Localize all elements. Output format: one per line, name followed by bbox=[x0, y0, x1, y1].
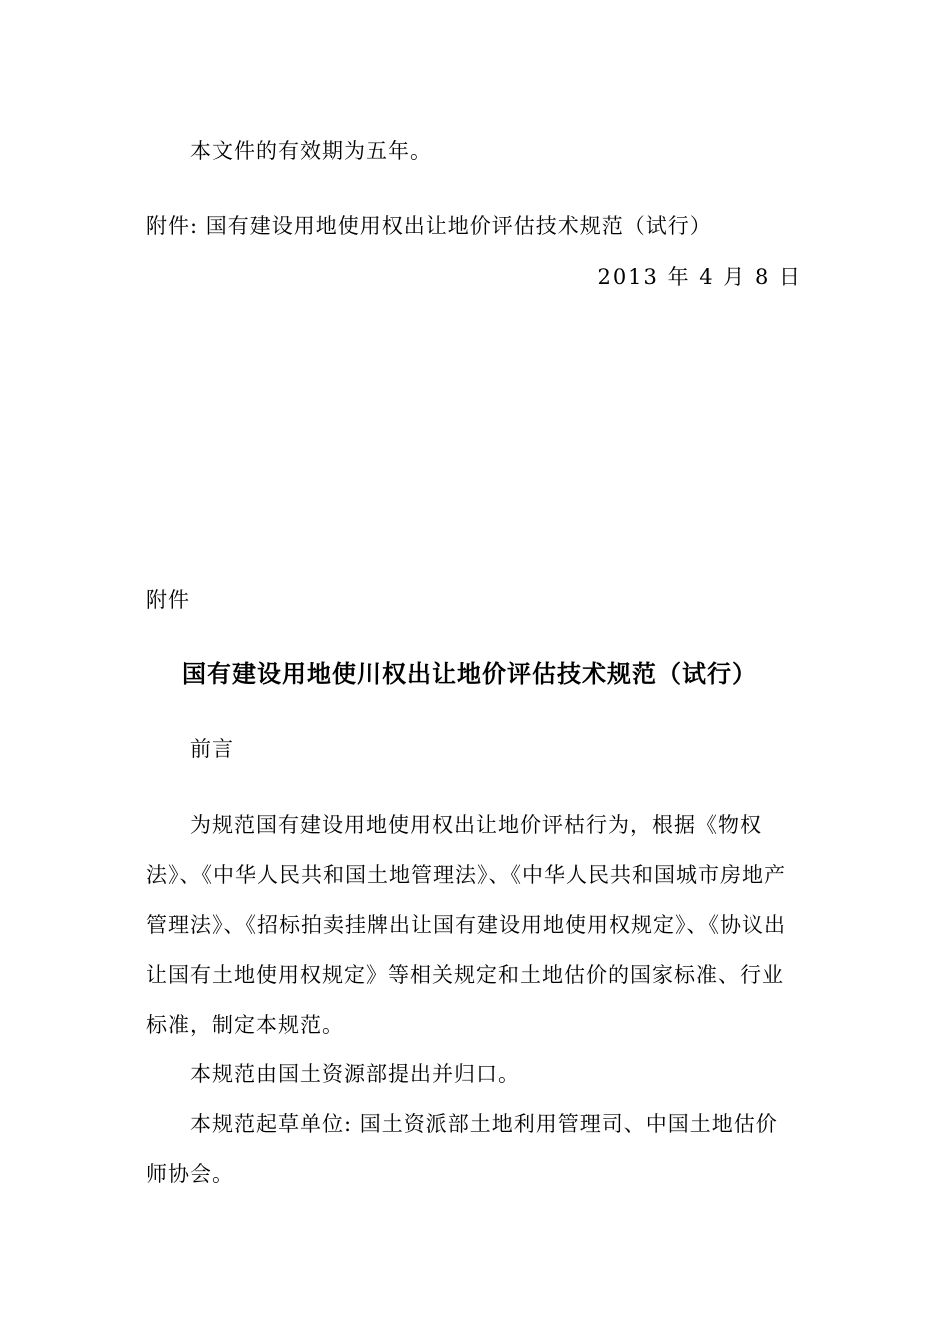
paragraph-text: 为规范国有建设用地使用权出让地价评枯行为，根据《物权法》、《中华人民共和国土地管理法》、《中华人民共和国城市房地产管理法》、《招标拍卖挂牌出让国有建设用地使用权规定》、《协议出让国有土地使用权规定》等相关规定和土地估价的国家标准、行业标准，制定本规范。 bbox=[146, 813, 786, 1037]
preface-paragraph-1 bbox=[146, 800, 796, 1050]
preface-heading: 前言 bbox=[190, 737, 234, 761]
document-date: 2013 年 4 月 8 日 bbox=[597, 265, 802, 289]
validity-statement: 本文件的有效期为五年。 bbox=[190, 139, 432, 163]
attachment-label: 附件 bbox=[146, 588, 190, 612]
document-title: 国有建设用地使川权出让地价评估技术规范（试行） bbox=[182, 660, 757, 688]
paragraph-text: 本规范由国土资源部提出并归口。 bbox=[190, 1062, 520, 1086]
preface-paragraph-3 bbox=[146, 1099, 796, 1199]
preface-paragraph-2 bbox=[146, 1049, 796, 1099]
paragraph-text: 本规范起草单位: 国土资派部土地利用管理司、中国土地估价师协会。 bbox=[146, 1112, 778, 1186]
attachment-reference: 附件: 国有建设用地使用权出让地价评估技术规范（试行） bbox=[146, 214, 712, 238]
